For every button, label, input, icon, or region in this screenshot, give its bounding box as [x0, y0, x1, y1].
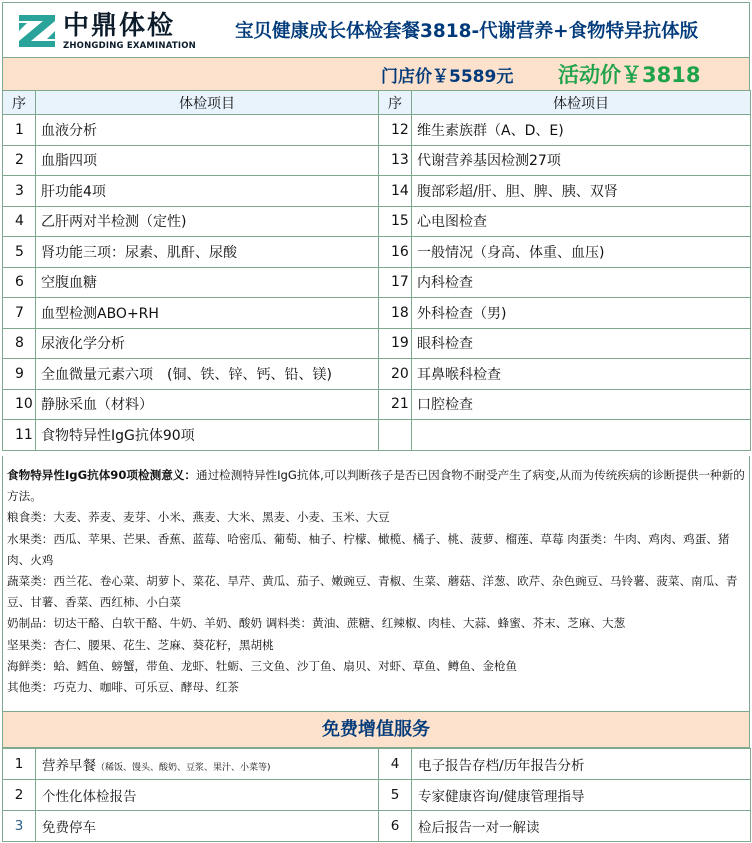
food-category-line: 坚果类：杏仁、腰果、花生、芝麻、葵花籽，黑胡桃: [7, 637, 274, 652]
exam-items-table: [2, 90, 751, 451]
service-number-right: 6: [379, 811, 412, 842]
item-number-left: 1: [3, 115, 36, 146]
item-name-right: 维生素族群（A、D、E): [412, 115, 751, 146]
item-name-right: 腹部彩超/肝、胆、脾、胰、双肾: [412, 176, 751, 207]
item-number-right: 20: [379, 359, 412, 390]
item-number-left: 9: [3, 359, 36, 390]
table-row: [3, 359, 751, 390]
description-heading: 食物特异性IgG抗体90项检测意义：: [7, 468, 196, 482]
item-number-right: 13: [379, 145, 412, 176]
free-services-table: [2, 748, 751, 842]
service-note: （稀饭、馒头、酸奶、豆浆、果汁、小菜等): [96, 763, 271, 773]
item-name-right: 口腔检查: [412, 389, 751, 420]
item-name-left: 血脂四项: [36, 145, 379, 176]
item-number-left: 4: [3, 206, 36, 237]
table-row: [3, 267, 751, 298]
description-intro: 食物特异性IgG抗体90项检测意义：通过检测特异性IgG抗体,可以判断孩子是否已因食物不耐受产生了病变,从而为传统疾病的诊断提供一种新的方法。: [7, 468, 745, 504]
item-name-left: 肝功能4项: [36, 176, 379, 207]
item-number-right: 21: [379, 389, 412, 420]
item-number-left: 10: [3, 389, 36, 420]
price-band: [2, 58, 750, 90]
item-number-right: 16: [379, 237, 412, 268]
table-row: [3, 237, 751, 268]
food-category-line: 粮食类：大麦、荞麦、麦芽、小米、燕麦、大米、黑麦、小麦、玉米、大豆: [7, 510, 390, 525]
table-row: [3, 206, 751, 237]
table-row: [3, 420, 751, 451]
item-number-left: 6: [3, 267, 36, 298]
item-number-right: 17: [379, 267, 412, 298]
service-label: 营养早餐: [42, 758, 96, 774]
item-name-left: 血型检测ABO+RH: [36, 298, 379, 329]
service-label: 免费停车: [42, 820, 96, 836]
item-name-right: 眼科检查: [412, 328, 751, 359]
logo-z-icon: [17, 11, 57, 51]
package-title: 宝贝健康成长体检套餐3818-代谢营养+食物特异抗体版: [235, 21, 699, 42]
item-number-left: 11: [3, 420, 36, 451]
item-number-left: 8: [3, 328, 36, 359]
free-services-title: 免费增值服务: [2, 712, 750, 748]
service-name-right: 电子报告存档/历年报告分析: [412, 749, 751, 780]
igg-description: [2, 456, 750, 712]
item-number-left: 2: [3, 145, 36, 176]
service-number-left: 3: [3, 811, 36, 842]
logo-english-name: ZHONGDING EXAMINATION: [63, 41, 196, 51]
item-name-right: 一般情况（身高、体重、血压): [412, 237, 751, 268]
col-header-no-right: 序: [379, 91, 412, 115]
food-category-line: 水果类：西瓜、苹果、芒果、香蕉、蓝莓、哈密瓜、葡萄、柚子、柠檬、橄榄、橘子、桃、菠萝、榴莲、草莓 肉蛋类：牛肉、鸡肉、鸡蛋、猪肉、火鸡: [7, 531, 730, 567]
food-category-line: 蔬菜类：西兰花、卷心菜、胡萝卜、菜花、旱芹、黄瓜、茄子、嫩豌豆、青椒、生菜、蘑菇、洋葱、欧芹、杂色豌豆、马铃薯、菠菜、南瓜、青豆、甘薯、香菜、西红柿、小白菜: [7, 574, 738, 610]
item-name-right: 外科检查（男): [412, 298, 751, 329]
item-name-right: 内科检查: [412, 267, 751, 298]
food-category-line: 奶制品：切达干酪、白软干酪、牛奶、羊奶、酸奶 调料类：黄油、蔗糖、红辣椒、肉桂、大蒜、蜂蜜、芥末、芝麻、大葱: [7, 616, 626, 631]
service-name-left: [36, 811, 379, 842]
item-name-left: 肾功能三项：尿素、肌酐、尿酸: [36, 237, 379, 268]
table-row: [3, 176, 751, 207]
item-name-left: 静脉采血（材料）: [36, 389, 379, 420]
table-row: [3, 115, 751, 146]
item-number-right: [379, 420, 412, 451]
item-number-right: 18: [379, 298, 412, 329]
food-category-line: 海鲜类：蛤、鳕鱼、螃蟹，带鱼、龙虾、牡蛎、三文鱼、沙丁鱼、扇贝、对虾、草鱼、鳟鱼、金枪鱼: [7, 658, 518, 673]
item-number-right: 19: [379, 328, 412, 359]
item-number-left: 7: [3, 298, 36, 329]
service-number-right: 5: [379, 780, 412, 811]
service-name-left: [36, 780, 379, 811]
promo-price: 活动价￥3818: [558, 63, 701, 87]
service-name-right: 专家健康咨询/健康管理指导: [412, 780, 751, 811]
item-name-right: 代谢营养基因检测27项: [412, 145, 751, 176]
service-row: [3, 811, 751, 842]
item-name-left: 乙肝两对半检测（定性): [36, 206, 379, 237]
item-number-left: 5: [3, 237, 36, 268]
item-name-left: 尿液化学分析: [36, 328, 379, 359]
item-name-right: 心电图检查: [412, 206, 751, 237]
service-number-left: 2: [3, 780, 36, 811]
service-row: [3, 780, 751, 811]
logo: [17, 11, 196, 53]
service-name-left: [36, 749, 379, 780]
item-number-right: 15: [379, 206, 412, 237]
item-name-right: [412, 420, 751, 451]
item-name-left: 空腹血糖: [36, 267, 379, 298]
service-name-right: 检后报告一对一解读: [412, 811, 751, 842]
service-label: 个性化体检报告: [42, 789, 137, 805]
col-header-item-right: 体检项目: [412, 91, 751, 115]
item-name-left: 食物特异性IgG抗体90项: [36, 420, 379, 451]
table-row: [3, 145, 751, 176]
header: [2, 2, 750, 58]
food-category-line: 其他类：巧克力、咖啡、可乐豆、酵母、红茶: [7, 680, 239, 695]
table-row: [3, 298, 751, 329]
service-number-left: 1: [3, 749, 36, 780]
item-name-right: 耳鼻喉科检查: [412, 359, 751, 390]
table-header-row: [3, 91, 751, 115]
service-number-right: 4: [379, 749, 412, 780]
col-header-item-left: 体检项目: [36, 91, 379, 115]
col-header-no-left: 序: [3, 91, 36, 115]
item-name-left: 全血微量元素六项 (铜、铁、锌、钙、铅、镁): [36, 359, 379, 390]
item-number-right: 14: [379, 176, 412, 207]
item-number-right: 12: [379, 115, 412, 146]
logo-chinese-name: 中鼎体检: [63, 11, 176, 41]
service-row: [3, 749, 751, 780]
store-price: 门店价￥5589元: [381, 67, 514, 87]
table-row: [3, 389, 751, 420]
item-number-left: 3: [3, 176, 36, 207]
table-row: [3, 328, 751, 359]
item-name-left: 血液分析: [36, 115, 379, 146]
